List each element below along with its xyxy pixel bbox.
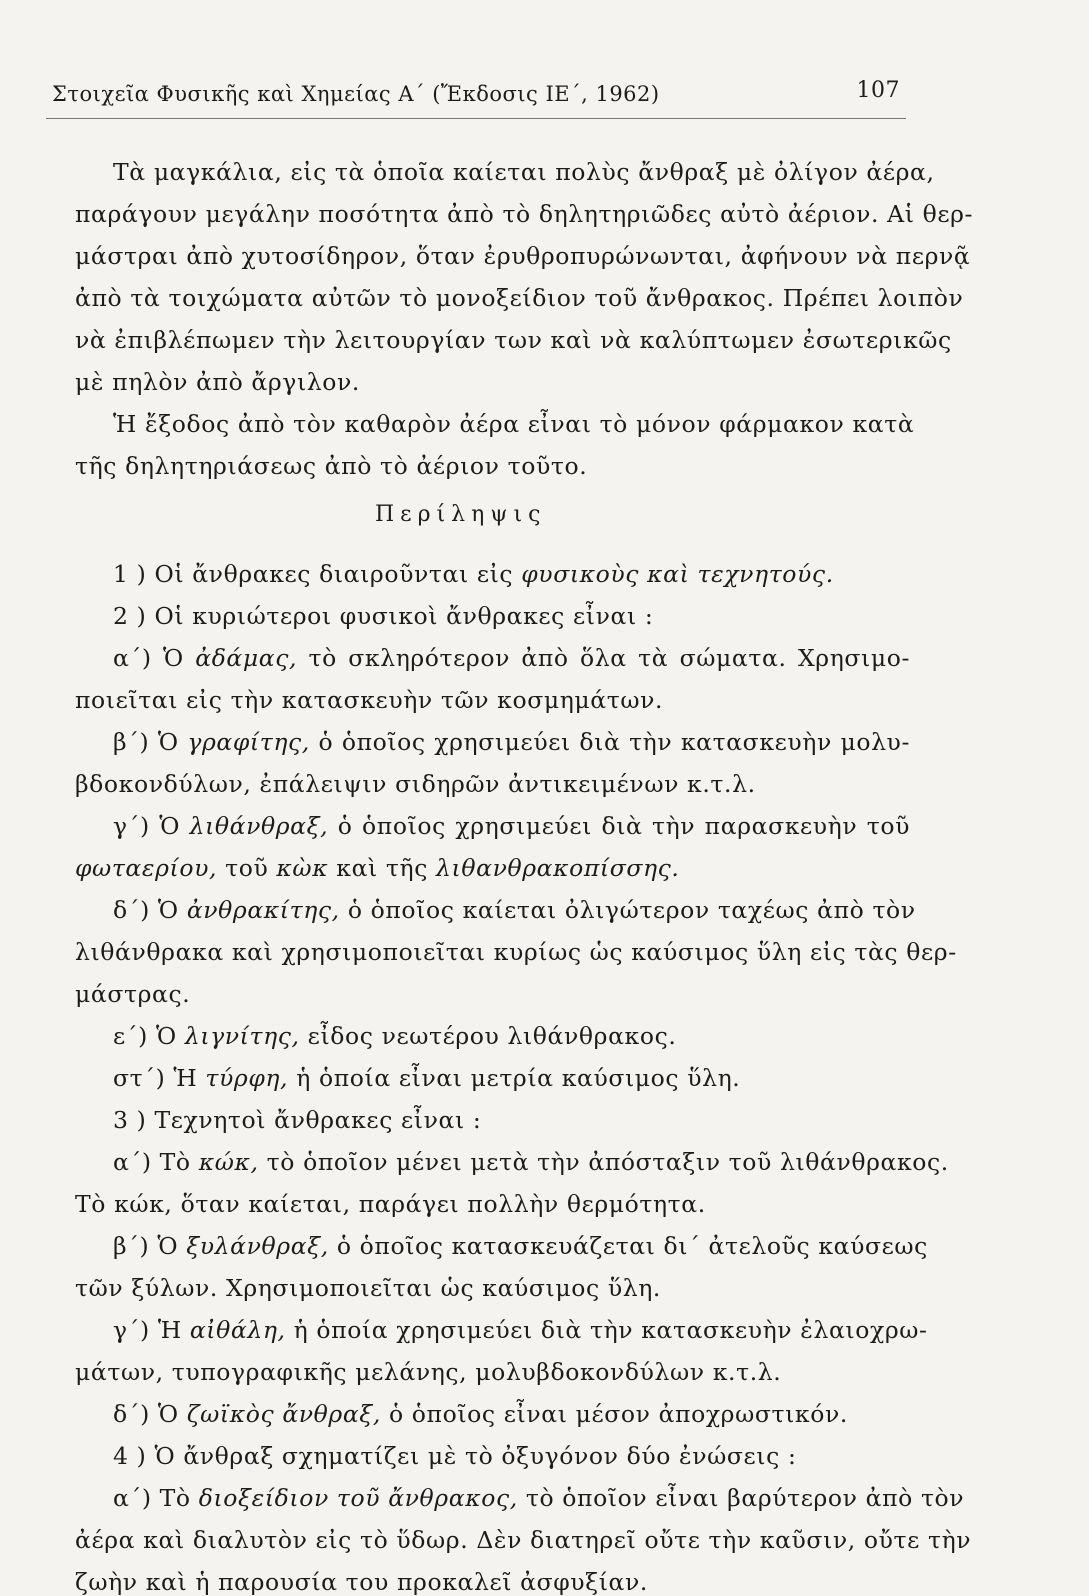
- text-line: μάστρας.: [75, 980, 191, 1008]
- text-line: βδοκονδύλων, ἐπάλειψιν σιδηρῶν ἀντικειμένων κ.τ.λ.: [75, 770, 756, 798]
- list-item: δ΄) Ὁ ἀνθρακίτης, ὁ ὁποῖος καίεται ὀλιγώτερον ταχέως ἀπὸ τὸν: [113, 896, 916, 924]
- text-line: νὰ ἐπιβλέπωμεν τὴν λειτουργίαν των καὶ νὰ καλύπτωμεν ἐσωτερικῶς: [75, 326, 952, 354]
- text-line: Τὰ μαγκάλια, εἰς τὰ ὁποῖα καίεται πολὺς ἄνθραξ μὲ ὀλίγον ἀέρα,: [113, 158, 935, 186]
- text-line: τῶν ξύλων. Χρησιμοποιεῖται ὡς καύσιμος ὕλη.: [75, 1274, 661, 1302]
- header-rule: [46, 118, 906, 119]
- list-item: α΄) Τὸ διοξείδιον τοῦ ἄνθρακος, τὸ ὁποῖον εἶναι βαρύτερον ἀπὸ τὸν: [113, 1484, 965, 1512]
- list-item: β΄) Ὁ γραφίτης, ὁ ὁποῖος χρησιμεύει διὰ τὴν κατασκευὴν μολυ-: [113, 728, 910, 756]
- list-item: α΄) Ὁ ἀδάμας, τὸ σκληρότερον ἀπὸ ὅλα τὰ σώματα. Χρησιμο-: [113, 644, 910, 672]
- text-line: Τὸ κώκ, ὅταν καίεται, παράγει πολλὴν θερμότητα.: [75, 1190, 706, 1218]
- list-item: α΄) Τὸ κώκ, τὸ ὁποῖον μένει μετὰ τὴν ἀπόσταξιν τοῦ λιθάνθρακος.: [113, 1148, 949, 1176]
- text-line: τῆς δηλητηριάσεως ἀπὸ τὸ ἀέριον τοῦτο.: [75, 452, 588, 480]
- list-item: στ΄) Ἡ τύρφη, ἡ ὁποία εἶναι μετρία καύσιμος ὕλη.: [113, 1064, 741, 1092]
- text-line: φωταερίου, τοῦ κὼκ καὶ τῆς λιθανθρακοπίσσης.: [75, 854, 680, 882]
- text-line: λιθάνθρακα καὶ χρησιμοποιεῖται κυρίως ὡς καύσιμος ὕλη εἰς τὰς θερ-: [75, 938, 957, 966]
- text-line: Ἡ ἔξοδος ἀπὸ τὸν καθαρὸν ἀέρα εἶναι τὸ μόνον φάρμακον κατὰ: [113, 410, 915, 438]
- list-item: β΄) Ὁ ξυλάνθραξ, ὁ ὁποῖος κατασκευάζεται δι΄ ἀτελοῦς καύσεως: [113, 1232, 928, 1260]
- page-number: 107: [856, 78, 900, 103]
- list-item: 3 ) Τεχνητοὶ ἄνθρακες εἶναι :: [113, 1106, 482, 1134]
- list-item: 1 ) Οἱ ἄνθρακες διαιροῦνται εἰς φυσικοὺς καὶ τεχνητούς.: [113, 560, 834, 588]
- section-heading: Περίληψις: [375, 502, 547, 527]
- text-line: ποιεῖται εἰς τὴν κατασκευὴν τῶν κοσμημάτων.: [75, 686, 664, 714]
- list-item: 2 ) Οἱ κυριώτεροι φυσικοὶ ἄνθρακες εἶναι :: [113, 602, 654, 630]
- list-item: γ΄) Ὁ λιθάνθραξ, ὁ ὁποῖος χρησιμεύει διὰ τὴν παρασκευὴν τοῦ: [113, 812, 910, 840]
- running-header: [46, 78, 906, 114]
- text-line: μάτων, τυπογραφικῆς μελάνης, μολυβδοκονδύλων κ.τ.λ.: [75, 1358, 782, 1386]
- list-item: δ΄) Ὁ ζωϊκὸς ἄνθραξ, ὁ ὁποῖος εἶναι μέσον ἀποχρωστικόν.: [113, 1400, 848, 1428]
- text-line: ζωὴν καὶ ἡ παρουσία του προκαλεῖ ἀσφυξίαν.: [75, 1568, 648, 1596]
- text-line: ἀπὸ τὰ τοιχώματα αὐτῶν τὸ μονοξείδιον τοῦ ἄνθρακος. Πρέπει λοιπὸν: [75, 284, 964, 312]
- list-item: 4 ) Ὁ ἄνθραξ σχηματίζει μὲ τὸ ὀξυγόνον δύο ἐνώσεις :: [113, 1442, 797, 1470]
- list-item: ε΄) Ὁ λιγνίτης, εἶδος νεωτέρου λιθάνθρακος.: [113, 1022, 677, 1050]
- text-line: μάστραι ἀπὸ χυτοσίδηρον, ὅταν ἐρυθροπυρώνωνται, ἀφήνουν νὰ περνᾷ: [75, 242, 971, 270]
- text-line: παράγουν μεγάλην ποσότητα ἀπὸ τὸ δηλητηριῶδες αὐτὸ ἀέριον. Αἱ θερ-: [75, 200, 974, 228]
- text-line: ἀέρα καὶ διαλυτὸν εἰς τὸ ὕδωρ. Δὲν διατηρεῖ οὔτε τὴν καῦσιν, οὔτε τὴν: [75, 1526, 972, 1554]
- list-item: γ΄) Ἡ αἰθάλη, ἡ ὁποία χρησιμεύει διὰ τὴν κατασκευὴν ἐλαιοχρω-: [113, 1316, 928, 1344]
- text-line: μὲ πηλὸν ἀπὸ ἄργιλον.: [75, 368, 360, 396]
- header-title: Στοιχεῖα Φυσικῆς καὶ Χημείας Α΄ (Ἔκδοσις ΙΕ΄, 1962): [52, 82, 660, 106]
